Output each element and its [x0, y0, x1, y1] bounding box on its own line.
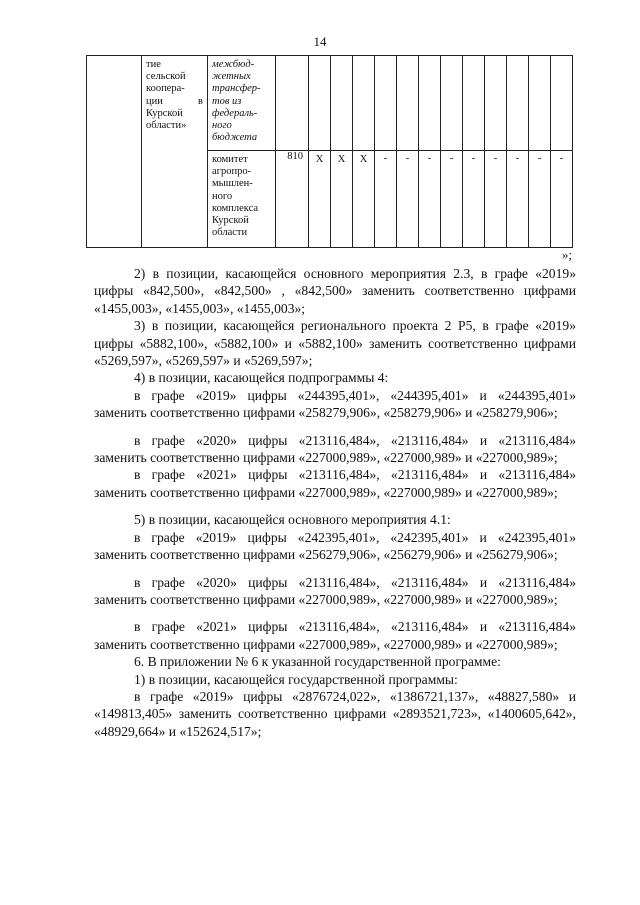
cell-line: бюджета: [212, 132, 258, 144]
cell-line: ного: [212, 190, 233, 202]
amendment-text: [94, 265, 576, 740]
cell-line: федераль-: [212, 107, 258, 119]
cell-line: Курской: [146, 107, 183, 119]
table-cell: [331, 56, 353, 151]
table-cell: [353, 56, 375, 151]
amendment-paragraph: в графе «2019» цифры «2876724,022», «1386721,137», «48827,580» и «149813,405» заменить соответственно цифрами «2893521,723», «1400605,642», «48929,664» и «152624,517»;: [94, 688, 576, 739]
closing-quote: »;: [561, 247, 572, 262]
table-cell-x: Х: [353, 151, 375, 248]
table-cell: [276, 56, 309, 151]
amendment-paragraph: в графе «2020» цифры «213116,484», «213116,484» и «213116,484» заменить соответственно цифрами «227000,989», «227000,989» и «227000,989»;: [94, 432, 576, 466]
cell-line: тов из: [212, 95, 242, 107]
table-cell: [485, 56, 507, 151]
table-cell: [463, 56, 485, 151]
cell-line: Курской: [212, 215, 249, 227]
cell-line: мышлен-: [212, 178, 253, 190]
amendment-paragraph: 6. В приложении № 6 к указанной государственной программе:: [134, 654, 501, 670]
table-cell-executor: [208, 151, 276, 248]
amendment-paragraph: в графе «2021» цифры «213116,484», «213116,484» и «213116,484» заменить соответственно цифрами «227000,989», «227000,989» и «227000,989»;: [94, 467, 576, 500]
amendment-paragraph: в графе «2020» цифры «213116,484», «213116,484» и «213116,484» заменить соответственно цифрами «227000,989», «227000,989» и «227000,989»;: [94, 574, 576, 607]
table-cell-dash: -: [397, 151, 419, 248]
table-cell-funding-source: [208, 56, 276, 151]
cell-line: комитет: [212, 154, 248, 165]
cell-line: области: [212, 227, 248, 239]
amendment-paragraph: в графе «2019» цифры «242395,401», «242395,401» и «242395,401» заменить соответственно цифрами «256279,906», «256279,906» и «256279,906»;: [94, 529, 576, 563]
table-row: [87, 56, 573, 151]
amendment-paragraph: в графе «2021» цифры «213116,484», «213116,484» и «213116,484» заменить соответственно цифрами «227000,989», «227000,989» и «227000,989»;: [94, 619, 576, 652]
table-cell-program-name: [142, 56, 208, 248]
table-cell-dash: -: [441, 151, 463, 248]
table-cell: [507, 56, 529, 151]
table-cell: [551, 56, 573, 151]
cell-line: области»: [146, 120, 187, 132]
program-table-fragment: [86, 55, 573, 248]
amendment-paragraph: в графе «2019» цифры «244395,401», «244395,401» и «244395,401» заменить соответственно цифрами «258279,906», «258279,906» и «258279,906»;: [94, 387, 576, 421]
page-number: 14: [313, 34, 327, 49]
amendment-paragraph: 1) в позиции, касающейся государственной программы:: [134, 671, 458, 687]
table-cell: [529, 56, 551, 151]
table-cell: [375, 56, 397, 151]
cell-line: коопера-: [146, 83, 185, 95]
table-cell-x: Х: [309, 151, 331, 248]
cell-line: комплекса: [212, 202, 259, 214]
amendment-paragraph: 3) в позиции, касающейся регионального проекта 2 Р5, в графе «2019» цифры «5882,100», «5882,100» и «5882,100» заменить соответственно цифрами «5269,597», «5269,597» и «5269,597»;: [94, 318, 576, 369]
cell-line: трансфер-: [212, 83, 261, 95]
table-cell-dash: -: [463, 151, 485, 248]
table-cell-dash: -: [375, 151, 397, 248]
table-cell-dash: -: [419, 151, 441, 248]
table-cell-dash: -: [529, 151, 551, 248]
table-cell-dash: -: [485, 151, 507, 248]
cell-line: тие: [146, 59, 161, 70]
table-cell: [441, 56, 463, 151]
cell-line: ного: [212, 120, 232, 132]
cell-line: межбюд-: [212, 59, 255, 70]
cell-line: жетных: [212, 71, 251, 83]
amendment-paragraph: 5) в позиции, касающейся основного мероприятия 4.1:: [134, 512, 451, 528]
table-cell: [397, 56, 419, 151]
cell-line: агропро-: [212, 166, 252, 178]
amendment-paragraph: 4) в позиции, касающейся подпрограммы 4:: [134, 370, 389, 386]
cell-line: сельской: [146, 71, 186, 83]
table-cell-code: 810: [276, 151, 309, 248]
table-cell-empty: [87, 56, 142, 248]
amendment-paragraph: 2) в позиции, касающейся основного мероприятия 2.3, в графе «2019» цифры «842,500», «842,500» , «842,500» заменить соответственно цифрами «1455,003», «1455,003», «1455,003»;: [94, 266, 576, 316]
table-cell-x: Х: [331, 151, 353, 248]
table-cell-dash: -: [551, 151, 573, 248]
table-cell-dash: -: [507, 151, 529, 248]
cell-line: ции в: [146, 95, 203, 107]
table-cell: [419, 56, 441, 151]
table-cell: [309, 56, 331, 151]
